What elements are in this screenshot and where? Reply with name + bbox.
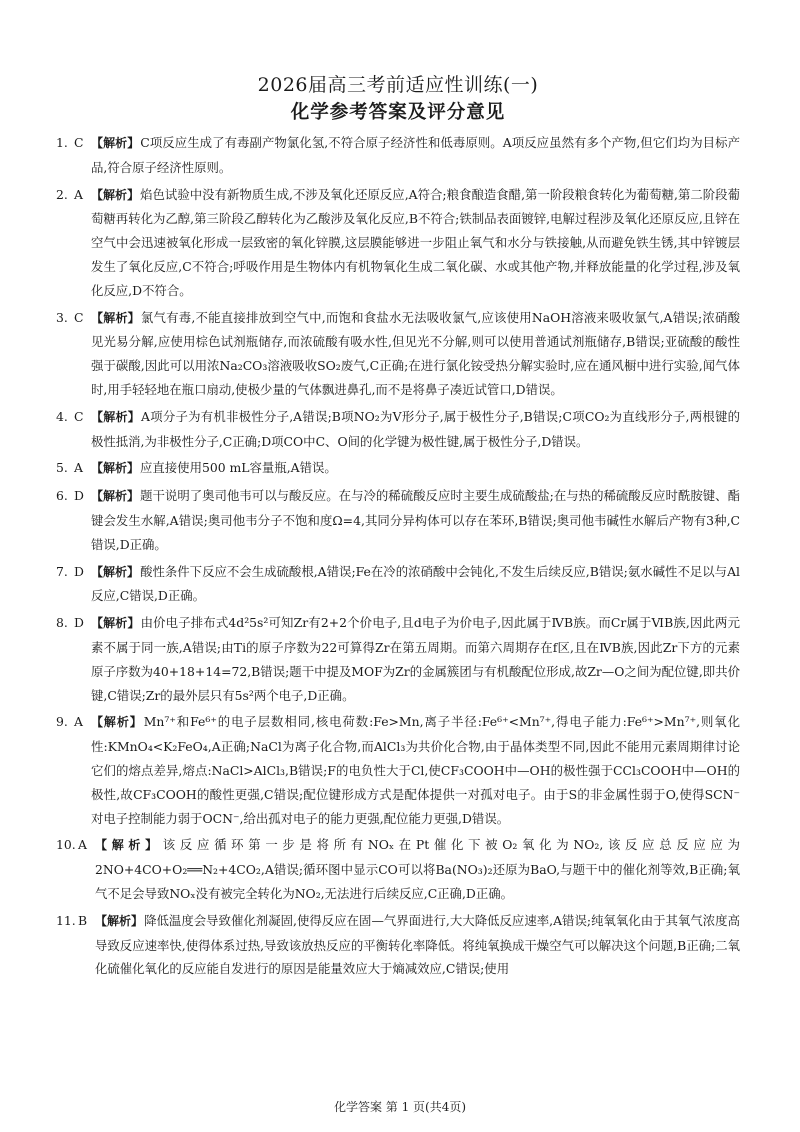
answer-item-4 bbox=[56, 405, 740, 454]
answer-item-9 bbox=[56, 710, 740, 830]
answer-item-7 bbox=[56, 560, 740, 609]
answer-number: 9. bbox=[56, 714, 68, 730]
answer-choice: A bbox=[74, 460, 83, 476]
analysis-tag: 【解析】 bbox=[95, 913, 144, 928]
answer-choice: A bbox=[74, 186, 83, 202]
page-footer: 化学答案 第 1 页(共4页) bbox=[333, 1100, 467, 1114]
answer-number: 5. bbox=[56, 460, 68, 476]
answer-number: 3. bbox=[56, 309, 68, 325]
answer-item-11 bbox=[56, 909, 740, 981]
explanation-text: 该反应循环第一步是将所有NOₓ在Pt催化下被O₂氧化为NO₂,该反应总反应应为2NO+4CO+O₂══N₂+4CO₂,A错误;循环图中显示CO可以将Ba(NO₃)₂还原为BaO,与题干中的催化剂等效,B正确;氧气不足会导致NOₓ没有被完全转化为NO₂,无法进行后续反应,C正确,D正确。 bbox=[95, 837, 740, 901]
answer-choice: D bbox=[74, 563, 84, 579]
answer-explanation bbox=[95, 909, 740, 981]
answer-number: 7. bbox=[56, 563, 68, 579]
explanation-text: C项反应生成了有毒副产物氯化氢,不符合原子经济性和低毒原则。A项反应虽然有多个产物,但它们均为目标产品,符合原子经济性原则。 bbox=[91, 135, 740, 175]
answer-item-5 bbox=[56, 456, 740, 481]
answer-number: 4. bbox=[56, 408, 68, 424]
answer-number: 8. bbox=[56, 615, 68, 631]
explanation-text: A项分子为有机非极性分子,A错误;B项NO₂为V形分子,属于极性分子,B错误;C项CO₂为直线形分子,两根键的极性抵消,为非极性分子,C正确;D项CO中C、O间的化学键为极性键,属于极性分子,D错误。 bbox=[91, 408, 740, 449]
answer-explanation bbox=[91, 710, 740, 830]
answer-number: 1. bbox=[56, 135, 68, 150]
document-subtitle: 化学参考答案及评分意见 bbox=[290, 102, 506, 123]
explanation-text: 降低温度会导致催化剂凝固,使得反应在固—气界面进行,大大降低反应速率,A错误;纯氧氧化由于其氧气浓度高导致反应速率快,使得体系过热,导致该放热反应的平衡转化率降低。将纯氧换成干燥空气可以解决这个问题,B正确;二氧化硫催化氧化的反应能自发进行的原因是能量效应大于熵减效应,C错误;使用 bbox=[95, 912, 740, 977]
explanation-text: 氯气有毒,不能直接排放到空气中,而饱和食盐水无法吸收氯气,应该使用NaOH溶液来吸收氯气,A错误;浓硝酸见光易分解,应使用棕色试剂瓶储存,而浓硫酸有吸水性,但见光不分解,则可以使用普通试剂瓶储存,B错误;亚硫酸的酸性强于碳酸,因此可以用浓Na₂CO₃溶液吸收SO₂废气,C正确;在进行氯化铵受热分解实验时,应在通风橱中进行实验,闻气体时,用手轻轻地在瓶口扇动,使极少量的气体飘进鼻孔,而不是将鼻子凑近试管口,D错误。 bbox=[91, 309, 740, 397]
analysis-tag: 【解析】 bbox=[95, 838, 162, 853]
analysis-tag: 【解析】 bbox=[91, 409, 140, 424]
explanation-text: Mn⁷⁺和Fe⁶⁺的电子层数相同,核电荷数:Fe>Mn,离子半径:Fe⁶⁺<Mn⁷⁺,得电子能力:Fe⁶⁺>Mn⁷⁺,则氧化性:KMnO₄<K₂FeO₄,A正确;NaCl为离子化合物,而AlCl₃为共价化合物,由于晶体类型不同,因此不能用元素周期律讨论它们的熔点差异,熔点:NaCl>AlCl₃,B错误;F的电负性大于Cl,使CF₃COOH中—OH的极性强于CCl₃COOH中—OH的极性,故CF₃COOH的酸性更强,C错误;配位键形成方式是配体提供一对孤对电子。由于S的非金属性弱于O,使得SCN⁻对电子控制能力弱于OCN⁻,给出孤对电子的能力更强,配位能力更强,D错误。 bbox=[91, 714, 740, 826]
answer-explanation bbox=[91, 306, 740, 402]
analysis-tag: 【解析】 bbox=[91, 489, 140, 504]
answer-explanation bbox=[91, 560, 740, 609]
answer-item-2 bbox=[56, 183, 740, 303]
answer-explanation bbox=[91, 405, 740, 454]
analysis-tag: 【解析】 bbox=[91, 461, 140, 476]
analysis-tag: 【解析】 bbox=[91, 715, 143, 730]
answer-explanation bbox=[91, 456, 740, 481]
answer-choice: C bbox=[74, 135, 84, 150]
answer-item-3 bbox=[56, 306, 740, 402]
answer-explanation bbox=[91, 183, 740, 303]
answer-choice: C bbox=[74, 408, 84, 424]
answer-choice: A bbox=[78, 837, 87, 853]
answer-item-10 bbox=[56, 833, 740, 905]
answer-choice: D bbox=[74, 615, 84, 631]
answer-choice: B bbox=[78, 912, 88, 928]
explanation-text: 题干说明了奥司他韦可以与酸反应。在与冷的稀硫酸反应时主要生成硫酸盐;在与热的稀硫酸反应时酰胺键、酯键会发生水解,A错误;奥司他韦分子不饱和度Ω=4,其同分异构体可以存在苯环,B错误;奥司他韦碱性水解后产物有3种,C错误,D正确。 bbox=[91, 488, 740, 552]
explanation-text: 酸性条件下反应不会生成硫酸根,A错误;Fe在冷的浓硝酸中会钝化,不发生后续反应,B错误;氨水碱性不足以与Al反应,C错误,D正确。 bbox=[91, 563, 740, 604]
answer-item-8 bbox=[56, 611, 740, 707]
answer-choice: A bbox=[74, 714, 83, 730]
answer-explanation bbox=[95, 833, 740, 905]
answer-choice: C bbox=[74, 309, 84, 325]
explanation-text: 焰色试验中没有新物质生成,不涉及氧化还原反应,A符合;粮食酿造食醋,第一阶段粮食转化为葡萄糖,第二阶段葡萄糖再转化为乙醇,第三阶段乙醇转化为乙酸涉及氧化反应,B不符合;铁制品表面镀锌,电解过程涉及氧化还原反应,且锌在空气中会迅速被氧化形成一层致密的氧化锌膜,这层膜能够进一步阻止氧气和水分与铁接触,从而避免铁生锈,其中锌镀层发生了氧化反应,C不符合;呼吸作用是生物体内有机物氧化生成二氧化碳、水或其他产物,并释放能量的化学过程,涉及氧化反应,D不符合。 bbox=[91, 186, 740, 298]
analysis-tag: 【解析】 bbox=[91, 564, 140, 579]
answer-item-1 bbox=[56, 131, 740, 180]
answer-explanation bbox=[91, 611, 740, 707]
answer-explanation bbox=[91, 131, 740, 180]
document-title: 2026届高三考前适应性训练(一) bbox=[257, 74, 539, 96]
explanation-text: 由价电子排布式4d²5s²可知Zr有2+2个价电子,且d电子为价电子,因此属于ⅣB族。而Cr属于ⅥB族,因此两元素不属于同一族,A错误;由Ti的原子序数为22可算得Zr在第五周期。而第六周期存在f区,且在ⅣB族,因此Zr下方的元素原子序数为40+18+14=72,B错误;题干中提及MOF为Zr的金属簇团与有机酸配位形成,故Zr—O之间为配位键,即共价键,C错误;Zr的最外层只有5s²两个电子,D正确。 bbox=[91, 615, 740, 703]
analysis-tag: 【解析】 bbox=[91, 187, 140, 202]
analysis-tag: 【解析】 bbox=[91, 136, 140, 150]
answer-number: 2. bbox=[56, 186, 68, 202]
analysis-tag: 【解析】 bbox=[91, 310, 140, 325]
analysis-tag: 【解析】 bbox=[91, 616, 140, 631]
answer-choice: D bbox=[74, 488, 84, 504]
answer-explanation bbox=[91, 484, 740, 556]
answer-number: 10. bbox=[56, 837, 76, 853]
explanation-text: 应直接使用500 mL容量瓶,A错误。 bbox=[140, 460, 337, 476]
answer-number: 11. bbox=[56, 912, 76, 928]
answer-item-6 bbox=[56, 484, 740, 556]
answer-number: 6. bbox=[56, 488, 68, 504]
